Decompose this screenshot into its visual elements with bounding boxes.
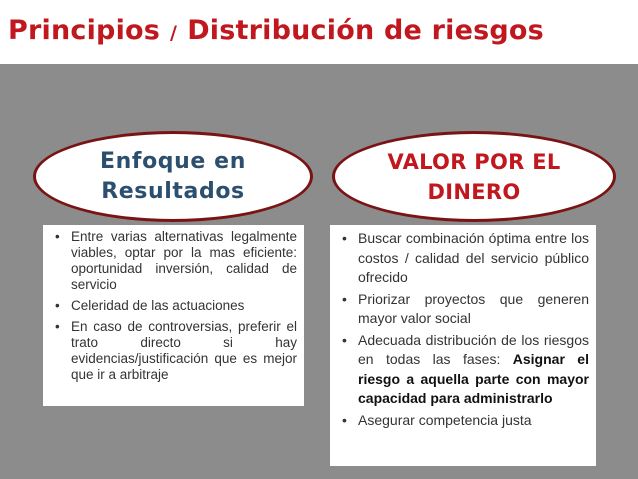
valor-dinero-heading <box>387 147 560 207</box>
right-bullet-4: • Asegurar competencia justa <box>339 411 589 431</box>
right-bullet-3-text: Adecuada distribución de los riesgos en todas las fases: <box>358 331 589 367</box>
right-bullet-list <box>339 229 589 430</box>
title-distribucion: Distribución de riesgos <box>187 15 544 46</box>
left-heading-line2: Resultados <box>101 178 245 204</box>
right-bullet-3-bold: Asignar el riesgo a aquella parte con mayor capacidad para administrarlo <box>358 351 589 406</box>
valor-dinero-box <box>330 225 596 466</box>
valor-dinero-ellipse <box>332 131 616 222</box>
left-bullet-2: • Celeridad de las actuaciones <box>52 298 297 314</box>
enfoque-resultados-ellipse <box>33 131 313 222</box>
enfoque-resultados-box <box>43 225 304 406</box>
right-heading-line2: DINERO <box>427 179 521 204</box>
title-principios: Principios <box>8 15 161 46</box>
title-separator: / <box>170 22 178 44</box>
slide-title <box>8 10 633 52</box>
left-bullet-list <box>52 229 297 383</box>
left-bullet-1: • Entre varias alternativas legalmente viables, optar por la mas eficiente: oportunidad inversión, calidad de servicio <box>52 229 297 293</box>
right-bullet-2: • Priorizar proyectos que generen mayor valor social <box>339 290 589 329</box>
left-bullet-3: • En caso de controversias, preferir el trato directo si hay evidencias/justificación que es mejor que ir a arbitraje <box>52 319 297 383</box>
left-heading-line1: Enfoque en <box>100 148 246 174</box>
right-heading-line1: VALOR POR EL <box>387 149 561 174</box>
right-bullet-3 <box>339 331 589 409</box>
enfoque-resultados-heading <box>100 147 246 207</box>
right-bullet-1: • Buscar combinación óptima entre los costos / calidad del servicio público ofrecido <box>339 229 589 288</box>
